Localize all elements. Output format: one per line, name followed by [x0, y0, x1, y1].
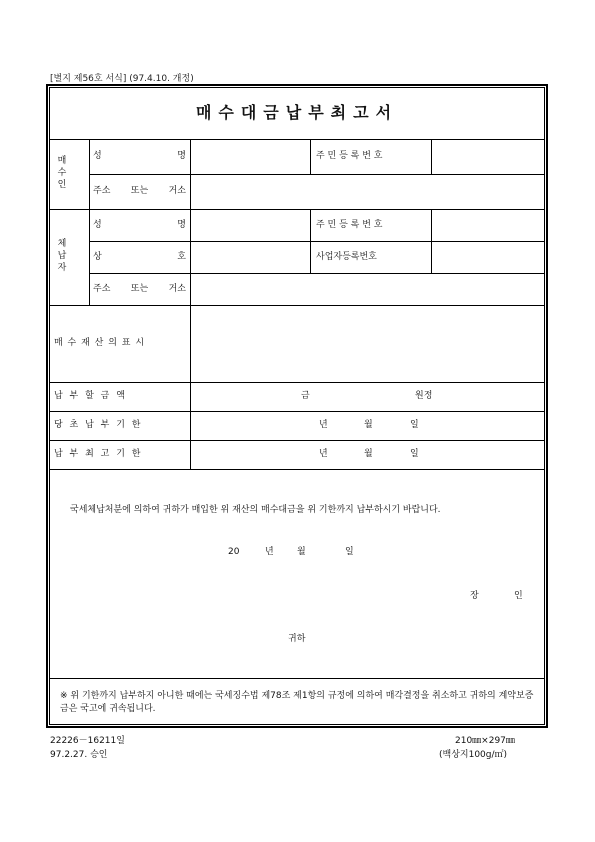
- amount-suffix: 원정: [415, 391, 433, 401]
- buyer-address-label: 주소 또는 거소: [93, 186, 186, 196]
- amount-label: 납 부 할 금 액: [54, 391, 127, 401]
- original-deadline-day: 일: [410, 420, 419, 430]
- rule-buyer-end: [49, 209, 545, 210]
- footer-paper-size: 210㎜×297㎜: [455, 736, 515, 746]
- rule-note-top: [49, 678, 545, 679]
- issue-date-day: 일: [345, 547, 354, 557]
- forfeiture-note: ※ 위 기한까지 납부하지 아니한 때에는 국세징수법 제78조 제1항의 규정에 의하여 매각결정을 취소하고 귀하의 계약보증금은 국고에 귀속됩니다.: [60, 691, 534, 714]
- rule-delinquent-row2: [89, 273, 545, 274]
- rule-label-value-divider: [190, 139, 191, 469]
- amount-prefix: 금: [301, 391, 310, 401]
- delinquent-section-label: 체 납 자: [57, 239, 67, 273]
- rule-buyer-rrn-right: [431, 139, 432, 174]
- issue-date-century: 20: [228, 547, 240, 557]
- rule-section-label-divider: [89, 139, 90, 305]
- original-deadline-label: 당 초 납 부 기 한: [54, 420, 143, 430]
- seal-in: 인: [514, 591, 523, 601]
- document-title: 매수대금납부최고서: [195, 103, 399, 122]
- final-deadline-year: 년: [319, 449, 328, 459]
- original-deadline-year: 년: [319, 420, 328, 430]
- notice-body-text: 국세체납처분에 의하여 귀하가 매입한 위 재산의 매수대금을 위 기한까지 납부하시기 바랍니다.: [70, 505, 441, 515]
- delinquent-bizno-label: 사업자등록번호: [316, 252, 377, 262]
- rule-delinquent-end: [49, 305, 545, 306]
- form-number-header: [별지 제56호 서식] (97.4.10. 개정): [50, 74, 194, 84]
- rule-buyer-rrn-left: [310, 139, 311, 174]
- original-deadline-month: 월: [364, 420, 373, 430]
- rule-original-deadline-end: [49, 440, 545, 441]
- final-deadline-label: 납 부 최 고 기 한: [54, 449, 143, 459]
- issue-date-month: 월: [297, 547, 306, 557]
- delinquent-name-label: 성 명: [93, 220, 186, 230]
- rule-final-deadline-end: [49, 469, 545, 470]
- rule-property-end: [49, 382, 545, 383]
- footer-form-code: 22226－16211일: [50, 736, 125, 746]
- final-deadline-month: 월: [364, 449, 373, 459]
- rule-amount-end: [49, 411, 545, 412]
- buyer-section-label: 매 수 인: [57, 156, 67, 190]
- buyer-name-label: 성 명: [93, 151, 186, 161]
- rule-delinquent-rrn-right: [431, 209, 432, 273]
- final-deadline-day: 일: [410, 449, 419, 459]
- delinquent-trade-label: 상 호: [93, 252, 186, 262]
- rule-below-title: [49, 139, 545, 140]
- delinquent-address-label: 주소 또는 거소: [93, 284, 186, 294]
- recipient-honorific: 귀하: [288, 634, 306, 644]
- rule-delinquent-rrn-left: [310, 209, 311, 273]
- seal-jang: 장: [470, 591, 479, 601]
- buyer-rrn-label: 주 민 등 록 번 호: [316, 151, 383, 161]
- rule-delinquent-row1: [89, 241, 545, 242]
- footer-paper-type: (백상지100g/㎡): [439, 750, 508, 760]
- footer-approval-date: 97.2.27. 승인: [50, 750, 108, 760]
- issue-date-year: 년: [265, 547, 274, 557]
- inner-frame: [49, 87, 545, 725]
- delinquent-rrn-label: 주 민 등 록 번 호: [316, 220, 383, 230]
- rule-buyer-row1: [89, 174, 545, 175]
- property-description-label: 매 수 재 산 의 표 시: [54, 338, 146, 348]
